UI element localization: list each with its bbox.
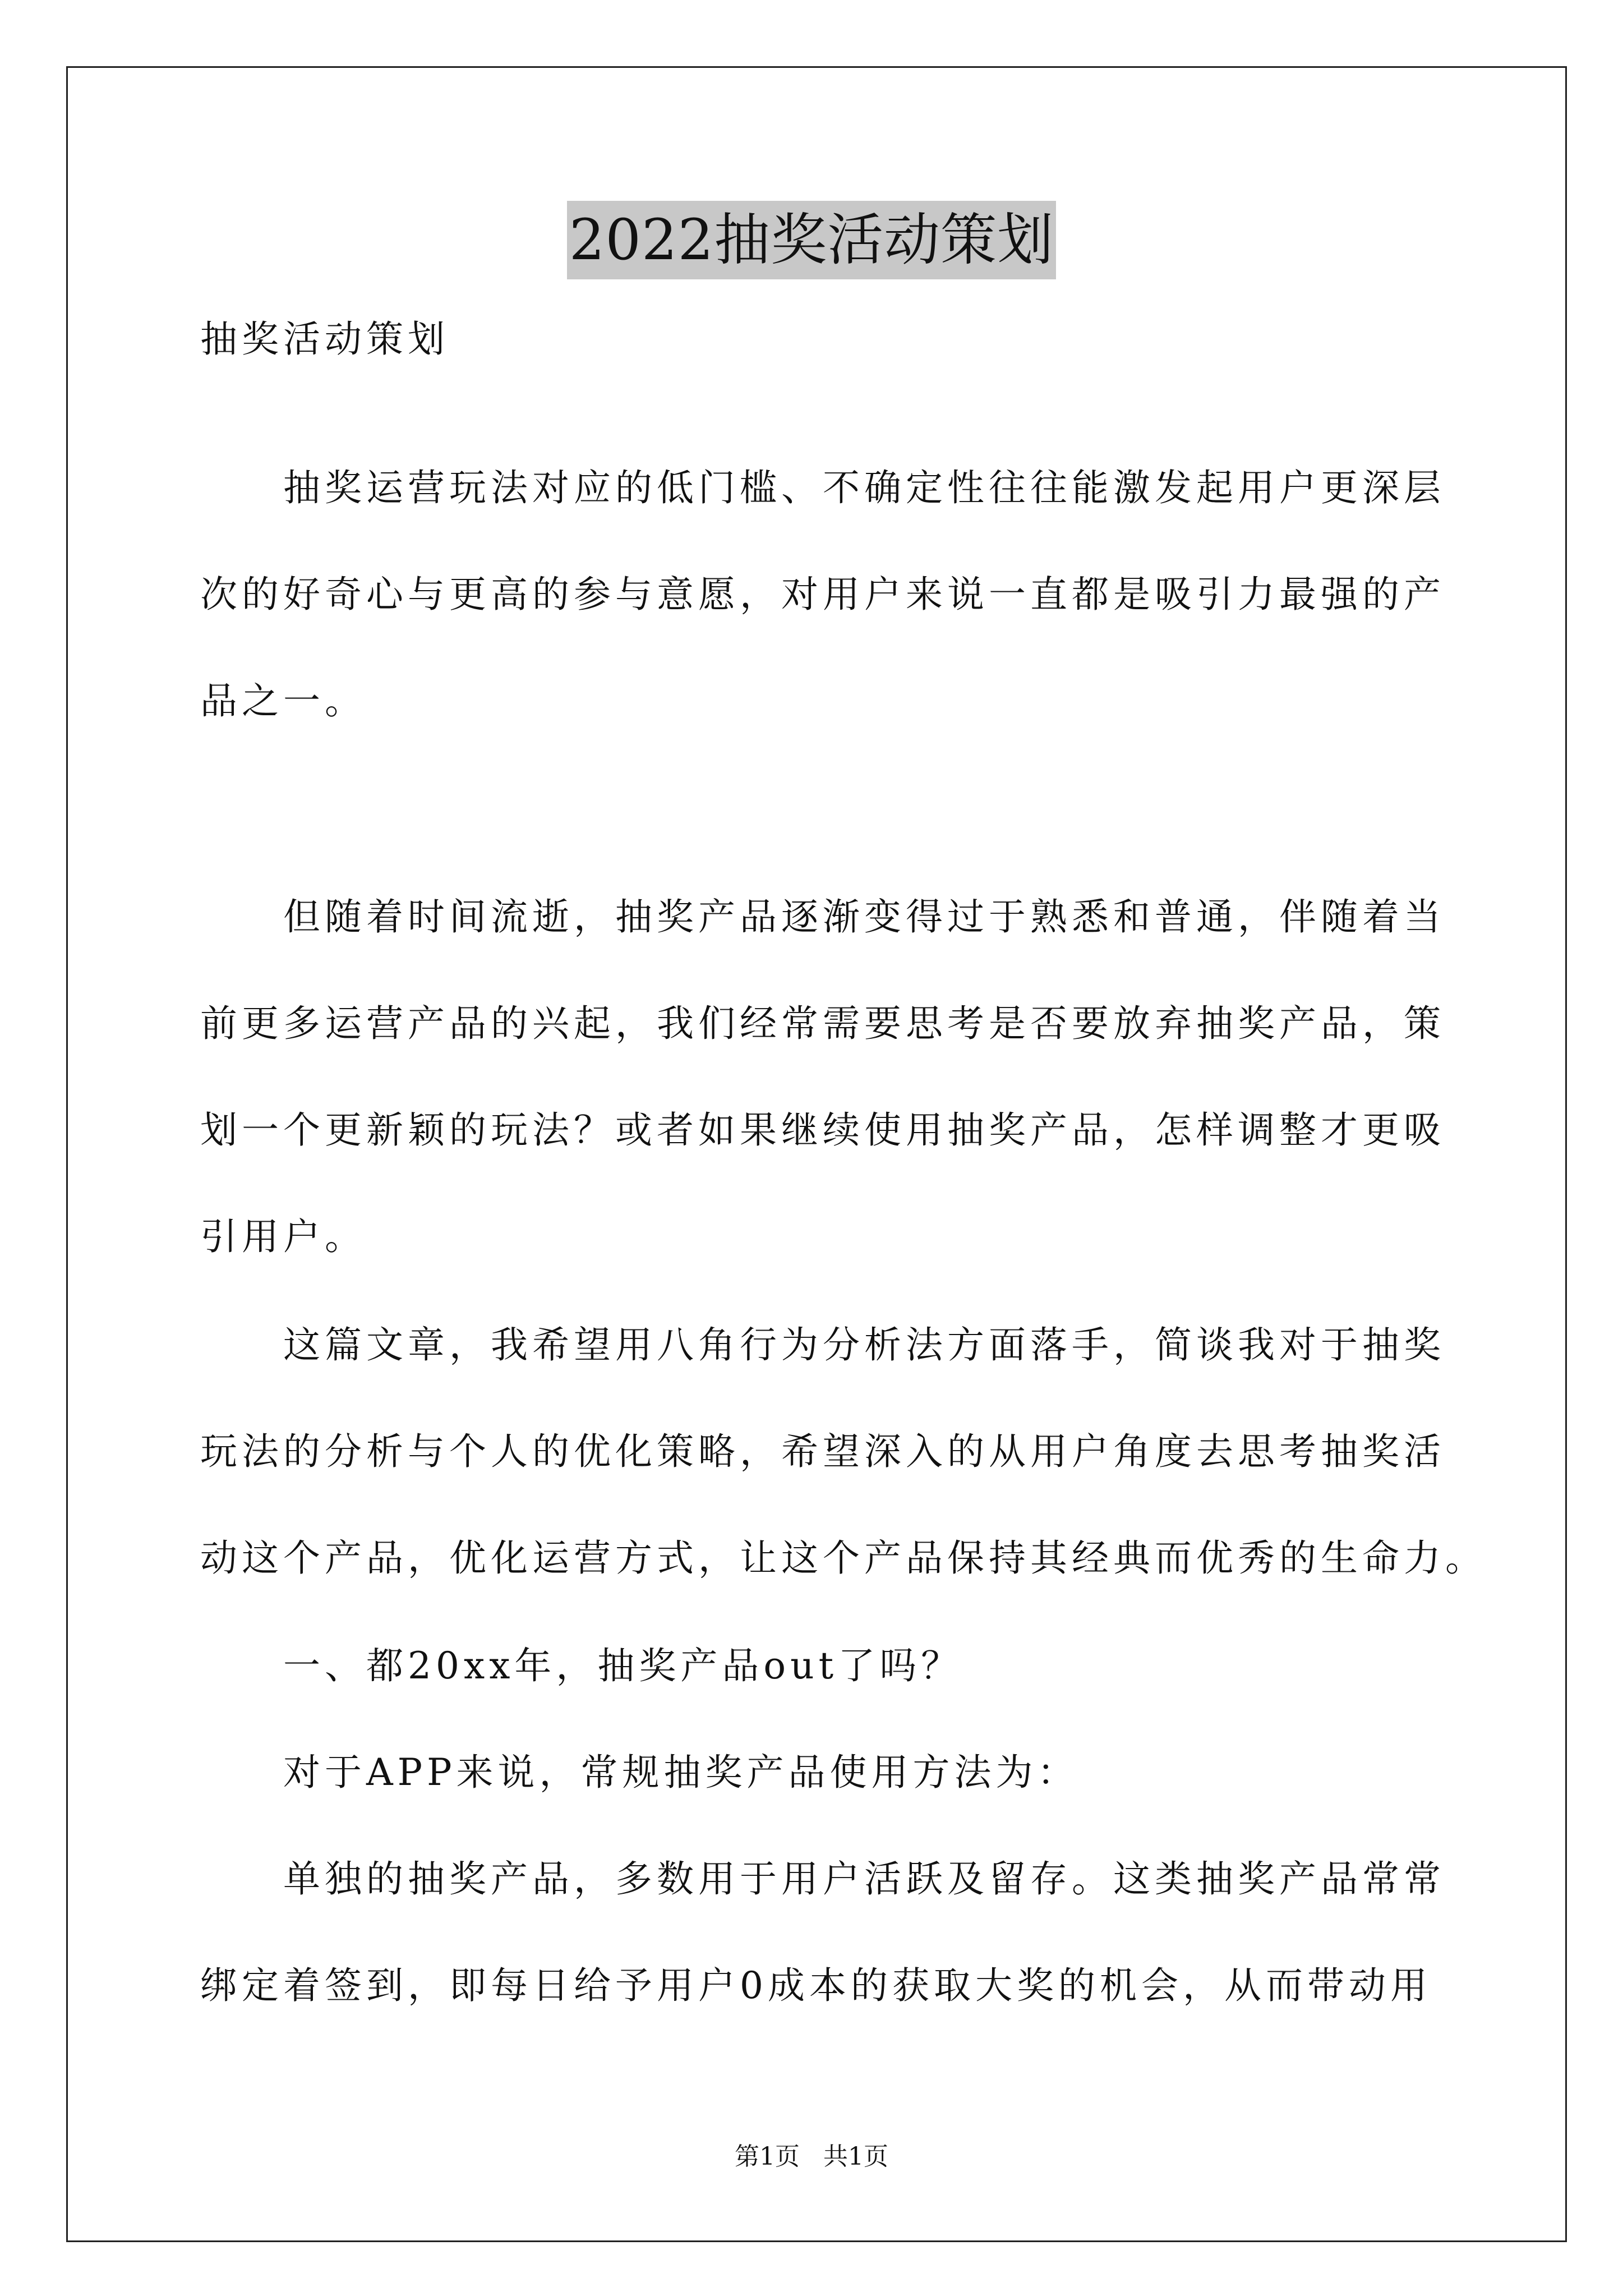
paragraph-line: 对于APP来说，常规抽奖产品使用方法为： [283,1751,1079,1794]
paragraph-line: 但随着时间流逝，抽奖产品逐渐变得过于熟悉和普通，伴随着当 [283,895,1445,938]
document-title: 2022抽奖活动策划 [567,201,1057,279]
paragraph-line: 前更多运营产品的兴起，我们经常需要思考是否要放弃抽奖产品，策 [200,1002,1445,1045]
paragraph-line: 绑定着签到，即每日给予用户0成本的获取大奖的机会，从而带动用 [200,1964,1432,2007]
paragraph-line: 划一个更新颖的玩法？或者如果继续使用抽奖产品，怎样调整才更吸 [200,1108,1445,1152]
paragraph-line: 引用户。 [200,1215,366,1258]
document-title-container [0,201,1623,279]
paragraph-line: 这篇文章，我希望用八角行为分析法方面落手，简谈我对于抽奖 [283,1323,1445,1366]
document-subtitle: 抽奖活动策划 [200,318,449,361]
paragraph-line: 次的好奇心与更高的参与意愿，对用户来说一直都是吸引力最强的产 [200,573,1445,616]
section-heading: 一、都20xx年，抽奖产品out了吗？ [283,1644,963,1687]
paragraph-line: 品之一。 [200,679,366,723]
page-footer: 第1页 共1页 [735,2142,888,2171]
paragraph-line: 动这个产品，优化运营方式，让这个产品保持其经典而优秀的生命力。 [200,1536,1487,1580]
paragraph-line: 单独的抽奖产品，多数用于用户活跃及留存。这类抽奖产品常常 [283,1857,1445,1901]
paragraph-line: 抽奖运营玩法对应的低门槛、不确定性往往能激发起用户更深层 [283,466,1445,509]
paragraph-line: 玩法的分析与个人的优化策略，希望深入的从用户角度去思考抽奖活 [200,1430,1445,1473]
